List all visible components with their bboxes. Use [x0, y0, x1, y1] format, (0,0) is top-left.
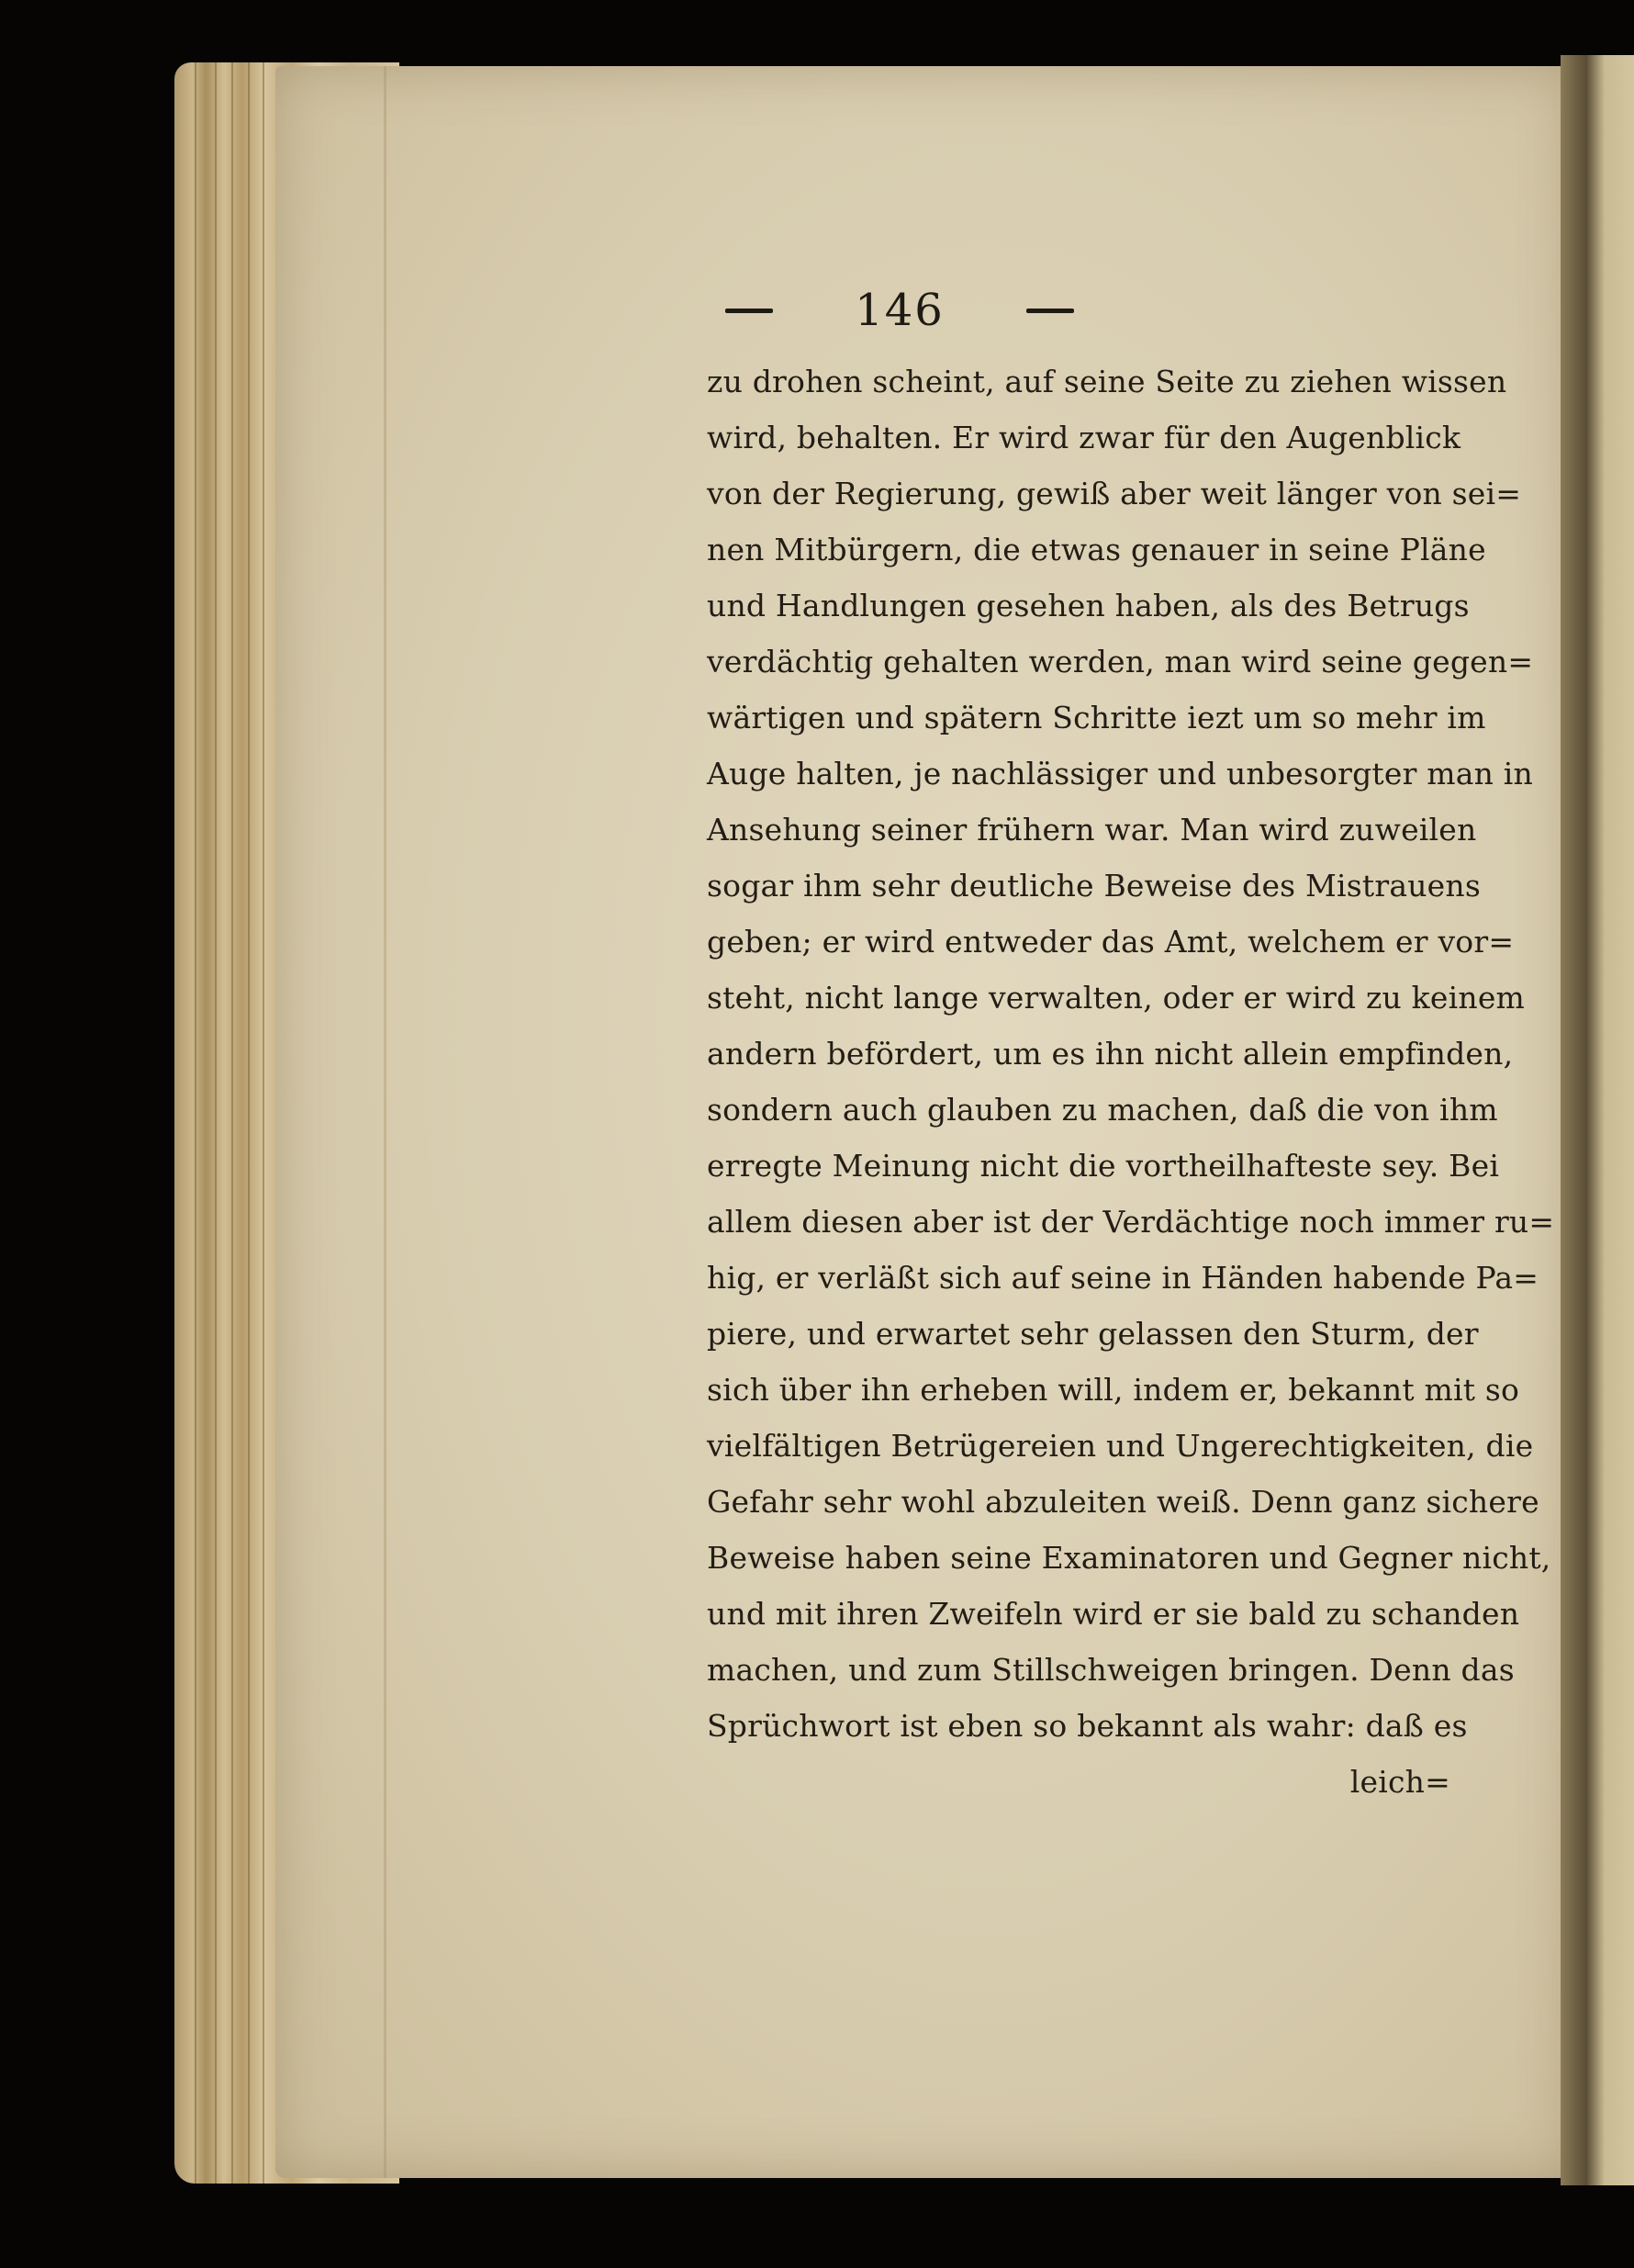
page-edge-line — [195, 62, 196, 2184]
text-line: Auge halten, je nachlässiger und unbesorgter man in — [707, 756, 1533, 792]
text-line: andern befördert, um es ihn nicht allein empfinden, — [707, 1036, 1514, 1072]
text-line: zu drohen scheint, auf seine Seite zu ziehen wissen — [707, 364, 1507, 399]
facing-page-edge — [1561, 55, 1634, 2185]
text-line: sondern auch glauben zu machen, daß die von ihm — [707, 1092, 1498, 1128]
header-dash-left — [725, 309, 773, 313]
text-line: sich über ihn erheben will, indem er, bekannt mit so — [707, 1372, 1520, 1408]
text-line: erregte Meinung nicht die vortheilhafteste sey. Bei — [707, 1148, 1500, 1184]
catchword: leich= — [1349, 1764, 1450, 1800]
text-line: machen, und zum Stillschweigen bringen. Denn das — [707, 1652, 1515, 1688]
text-line: Gefahr sehr wohl abzuleiten weiß. Denn ganz sichere — [707, 1484, 1539, 1520]
text-line: und mit ihren Zweifeln wird er sie bald zu schanden — [707, 1596, 1520, 1632]
text-line: vielfältigen Betrügereien und Ungerechtigkeiten, die — [707, 1428, 1534, 1464]
page-header — [725, 285, 1074, 336]
text-line: nen Mitbürgern, die etwas genauer in seine Pläne — [707, 532, 1486, 567]
page-edge-line — [215, 62, 217, 2184]
text-line: geben; er wird entweder das Amt, welchem er vor= — [707, 924, 1515, 960]
text-line: Beweise haben seine Examinatoren und Gegner nicht, — [707, 1540, 1551, 1576]
header-dash-right — [1026, 309, 1074, 313]
text-line: von der Regierung, gewiß aber weit länger von sei= — [707, 476, 1522, 511]
text-line: wärtigen und spätern Schritte iezt um so mehr im — [707, 700, 1486, 735]
page-number: 146 — [855, 285, 945, 336]
page-edge-line — [231, 62, 233, 2184]
text-line: sogar ihm sehr deutliche Beweise des Mistrauens — [707, 868, 1481, 904]
text-line: piere, und erwartet sehr gelassen den Sturm, der — [707, 1316, 1479, 1352]
text-line: verdächtig gehalten werden, man wird seine gegen= — [707, 644, 1534, 679]
text-line: allem diesen aber ist der Verdächtige noch immer ru= — [707, 1204, 1555, 1240]
text-line: und Handlungen gesehen haben, als des Betrugs — [707, 588, 1470, 623]
text-line: Sprüchwort ist eben so bekannt als wahr: daß es — [707, 1708, 1468, 1744]
text-line: hig, er verläßt sich auf seine in Händen habende Pa= — [707, 1260, 1539, 1296]
text-line: steht, nicht lange verwalten, oder er wird zu keinem — [707, 980, 1526, 1016]
text-line: Ansehung seiner frühern war. Man wird zuweilen — [707, 812, 1477, 848]
page-fold-line — [384, 66, 386, 2178]
body-text — [707, 354, 1555, 1810]
page-edge-line — [248, 62, 250, 2184]
page-edge-line — [263, 62, 264, 2184]
text-line: wird, behalten. Er wird zwar für den Augenblick — [707, 420, 1461, 455]
